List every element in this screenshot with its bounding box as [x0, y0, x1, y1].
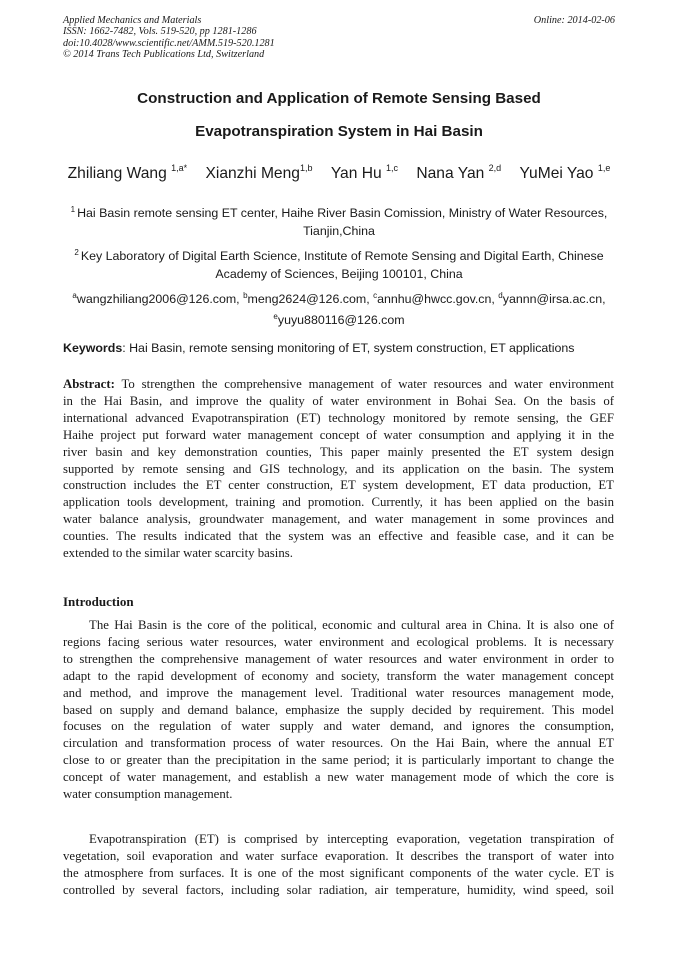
author: YuMei Yao $^{1,e}$ — [519, 163, 611, 182]
copyright-line: © 2014 Trans Tech Publications Ltd, Switzerland — [63, 48, 265, 60]
email[interactable]: $^a$wangzhiliang2006@126.com, — [72, 291, 240, 306]
email[interactable]: $^c$annhu@hwcc.gov.cn, — [373, 291, 495, 306]
email[interactable]: $^b$meng2624@126.com, — [243, 291, 370, 306]
abstract: Abstract: To strengthen the comprehensive management of water resources and water environment in the Hai Basin, and improve the quality of water environment in Bohai Sea. On the basis of international advanced Evapotranspiration (ET) technology monitored by remote sensing, the GEF Haihe project put forward water management concept of water consumption and applying it in the river basin and key demonstration counties, This paper mainly presented the ET system design supported by remote sensing and GIS technology, and its application on the basin. The system construction includes the ET center construction, ET system development, ET data production, ET application tools development, training and promotion. Currently, it has been applied on the basin water balance analysis, groundwater management, and water management in some provinces and counties. The results indicated that the system was an effective and feasible case, and it can be extended to the similar water scarcity basins. — [63, 377, 614, 561]
section-heading-introduction: Introduction — [63, 594, 134, 609]
author: Zhiliang Wang $^{1,a*}$ — [67, 163, 188, 182]
author-emails — [58, 287, 620, 329]
introduction-paragraph-2: Evapotranspiration (ET) is comprised by intercepting evaporation, vegetation transpiration of vegetation, soil evaporation and water surface evaporation. It describes the transport of water into the atmosphere from surfaces. It is one of the most significant components of the water cycle. ET is controlled by several factors, including solar radiation, air temperature, humidity, wind speed, soil — [63, 832, 614, 897]
author: Xianzhi Meng$^{1,b}$ — [205, 163, 313, 182]
paper-title-line-2: Evapotranspiration System in Hai Basin — [195, 123, 483, 140]
issn-line: ISSN: 1662-7482, Vols. 519-520, pp 1281-1286 — [63, 26, 257, 38]
affiliation-1: $^1$ Hai Basin remote sensing ET center, Haihe River Basin Comission, Ministry of Water Resources, Tianjin,China — [70, 205, 608, 238]
running-header — [63, 15, 615, 60]
author: Nana Yan $^{2,d}$ — [416, 163, 502, 182]
journal-name: Applied Mechanics and Materials — [63, 15, 202, 26]
keywords: Keywords: Hai Basin, remote sensing monitoring of ET, system construction, ET applications — [63, 341, 575, 355]
author: Yan Hu $^{1,c}$ — [330, 163, 399, 182]
paper-title-line-1: Construction and Application of Remote Sensing Based — [137, 90, 541, 107]
doi-line: doi:10.4028/www.scientific.net/AMM.519-520.1281 — [63, 37, 275, 49]
introduction-paragraph-1: The Hai Basin is the core of the political, economic and cultural area in China. It is also one of regions facing serious water resources, water environment and ecological problems. It is necessary to strengthen the comprehensive management of water resources and water environment in order to adapt to the rapid development of economy and society, transform the water management concept and method, and improve the management level. Traditional water resources management mode, based on supply and demand balance, emphasize the supply decided by requirement. This model focuses on the regulation of water supply and water demand, and ignores the consumption, circulation and transformation process of water resources. On the Hai Bain, where the annual ET close to or greater than the precipitation in the same period; it is particularly important to change the concept of water management, and establish a new water management mode of which the core is water consumption management. — [63, 618, 614, 802]
email[interactable]: $^e$yuyu880116@126.com — [273, 312, 405, 327]
online-date: Online: 2014-02-06 — [533, 15, 615, 26]
affiliation-2: $^2$ Key Laboratory of Digital Earth Science, Institute of Remote Sensing and Digital Earth, Chinese Academy of Sciences, Beijing 100101, China — [74, 248, 604, 281]
email[interactable]: $^d$yannn@irsa.ac.cn, — [498, 291, 606, 306]
author-list — [40, 163, 638, 183]
